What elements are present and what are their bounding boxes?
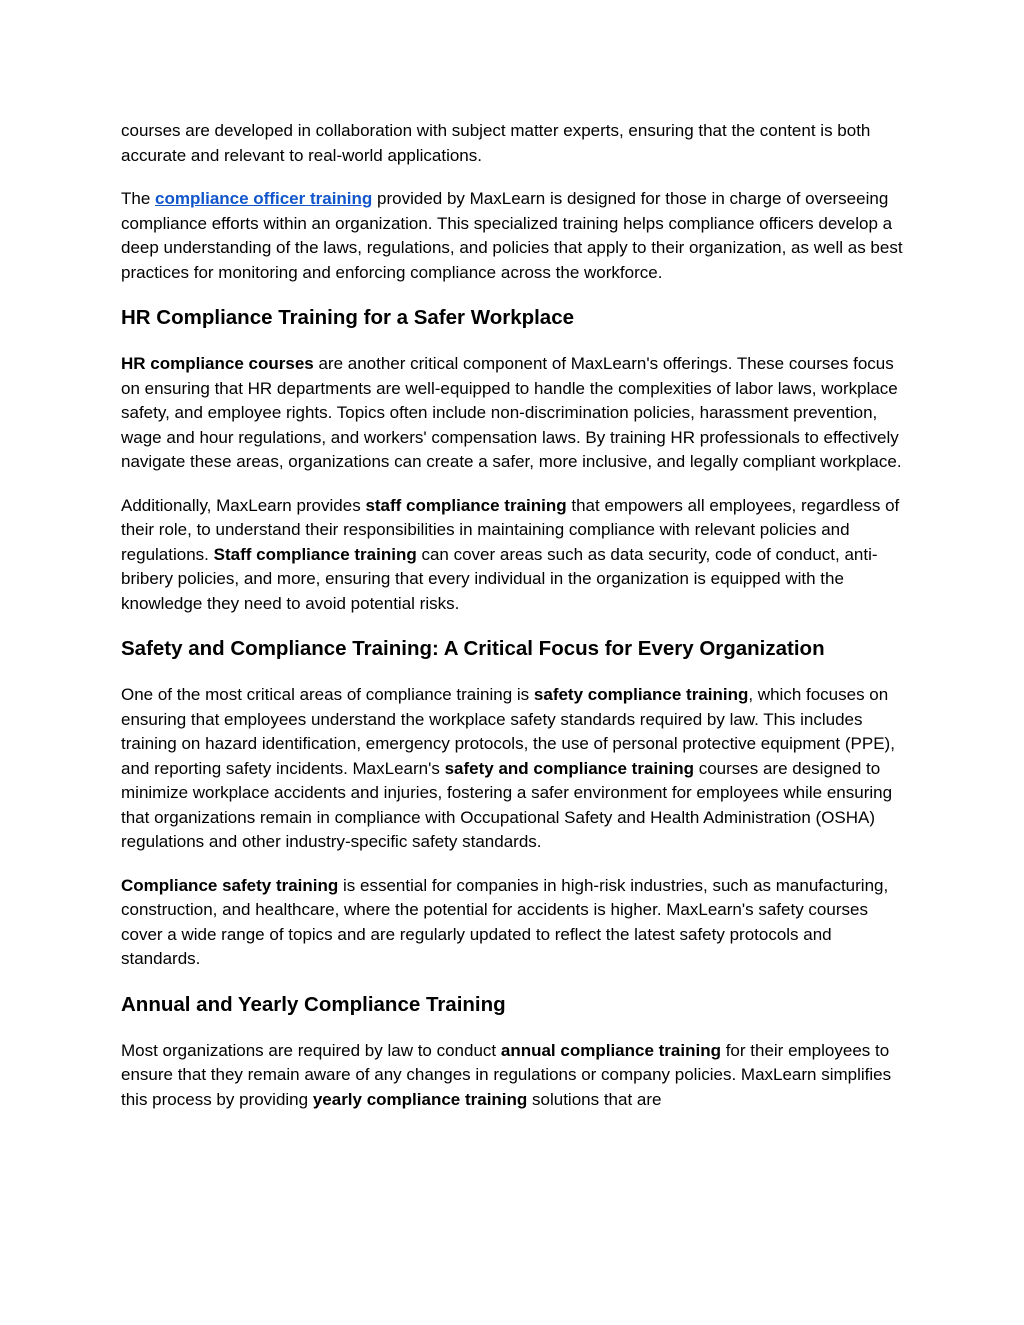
paragraph-staff-training: [121, 494, 911, 617]
section-heading-annual: Annual and Yearly Compliance Training: [121, 992, 506, 1016]
bold-term: safety and compliance training: [444, 758, 694, 778]
bold-term: yearly compliance training: [312, 1089, 528, 1109]
paragraph-course-development: [121, 119, 911, 168]
compliance-officer-training-link[interactable]: compliance officer training: [155, 189, 373, 208]
bold-term: staff compliance training: [365, 495, 567, 515]
section-heading-safety: Safety and Compliance Training: A Critical Focus for Every Organization: [121, 637, 825, 660]
bold-term: HR compliance courses: [121, 354, 314, 373]
bold-term: annual compliance training: [500, 1040, 721, 1060]
paragraph-text: courses are designed to minimize workplace accidents and injuries, fostering a safer environment for employees while ensuring that organizations remain in compliance with Occupational Safety and Health Administration (OSHA) regulations and other industry-specific safety standards.: [121, 758, 893, 851]
bold-term: Compliance safety training: [121, 875, 339, 895]
bold-term: Staff compliance training: [213, 544, 417, 564]
paragraph-text: Most organizations are required by law to conduct: [121, 1040, 501, 1060]
paragraph-text: The: [121, 189, 156, 208]
document-page: [121, 119, 911, 1131]
paragraph-text: One of the most critical areas of compliance training is: [121, 685, 534, 704]
paragraph-text: , which focuses on ensuring that employees understand the workplace safety standards required by law. This includes training on hazard identification, emergency protocols, the use of personal protective equipment (PPE), and reporting safety incidents. MaxLearn's: [121, 685, 895, 778]
paragraph-text: courses are developed in collaboration with subject matter experts, ensuring that the content is both accurate and relevant to real-world applications.: [121, 121, 871, 165]
paragraph-safety-training: [121, 683, 911, 855]
paragraph-compliance-officer: [121, 187, 911, 285]
paragraph-text: Additionally, MaxLearn provides: [121, 495, 366, 515]
paragraph-hr-courses: [121, 352, 911, 475]
paragraph-compliance-safety: [121, 874, 911, 972]
paragraph-text: provided by MaxLearn is designed for those in charge of overseeing compliance efforts within an organization. This specialized training helps compliance officers develop a deep understanding of the laws, regulations, and policies that apply to their organization, as well as best practices for monitoring and enforcing compliance across the workforce.: [121, 189, 903, 282]
section-heading-hr: HR Compliance Training for a Safer Workplace: [121, 306, 575, 329]
paragraph-annual-training: [121, 1039, 911, 1113]
paragraph-text: is essential for companies in high-risk industries, such as manufacturing, construction, and healthcare, where the potential for accidents is higher. MaxLearn's safety courses cover a wide range of topics and are regularly updated to reflect the latest safety protocols and standards.: [121, 875, 889, 968]
paragraph-text: that empowers all employees, regardless of their role, to understand their responsibilities in maintaining compliance with relevant policies and regulations.: [121, 495, 900, 564]
paragraph-text: for their employees to ensure that they remain aware of any changes in regulations or company policies. MaxLearn simplifies this process by providing: [121, 1040, 892, 1109]
paragraph-text: are another critical component of MaxLearn's offerings. These courses focus on ensuring that HR departments are well-equipped to handle the complexities of labor laws, workplace safety, and employee rights. Topics often include non-discrimination policies, harassment prevention, wage and hour regulations, and workers' compensation laws. By training HR professionals to effectively navigate these areas, organizations can create a safer, more inclusive, and legally compliant workplace.: [121, 354, 902, 471]
paragraph-text: solutions that are: [527, 1089, 662, 1109]
paragraph-text: can cover areas such as data security, code of conduct, anti-bribery policies, and more, ensuring that every individual in the organization is equipped with the knowledge they need to avoid potential risks.: [121, 544, 878, 613]
bold-term: safety compliance training: [533, 685, 749, 704]
